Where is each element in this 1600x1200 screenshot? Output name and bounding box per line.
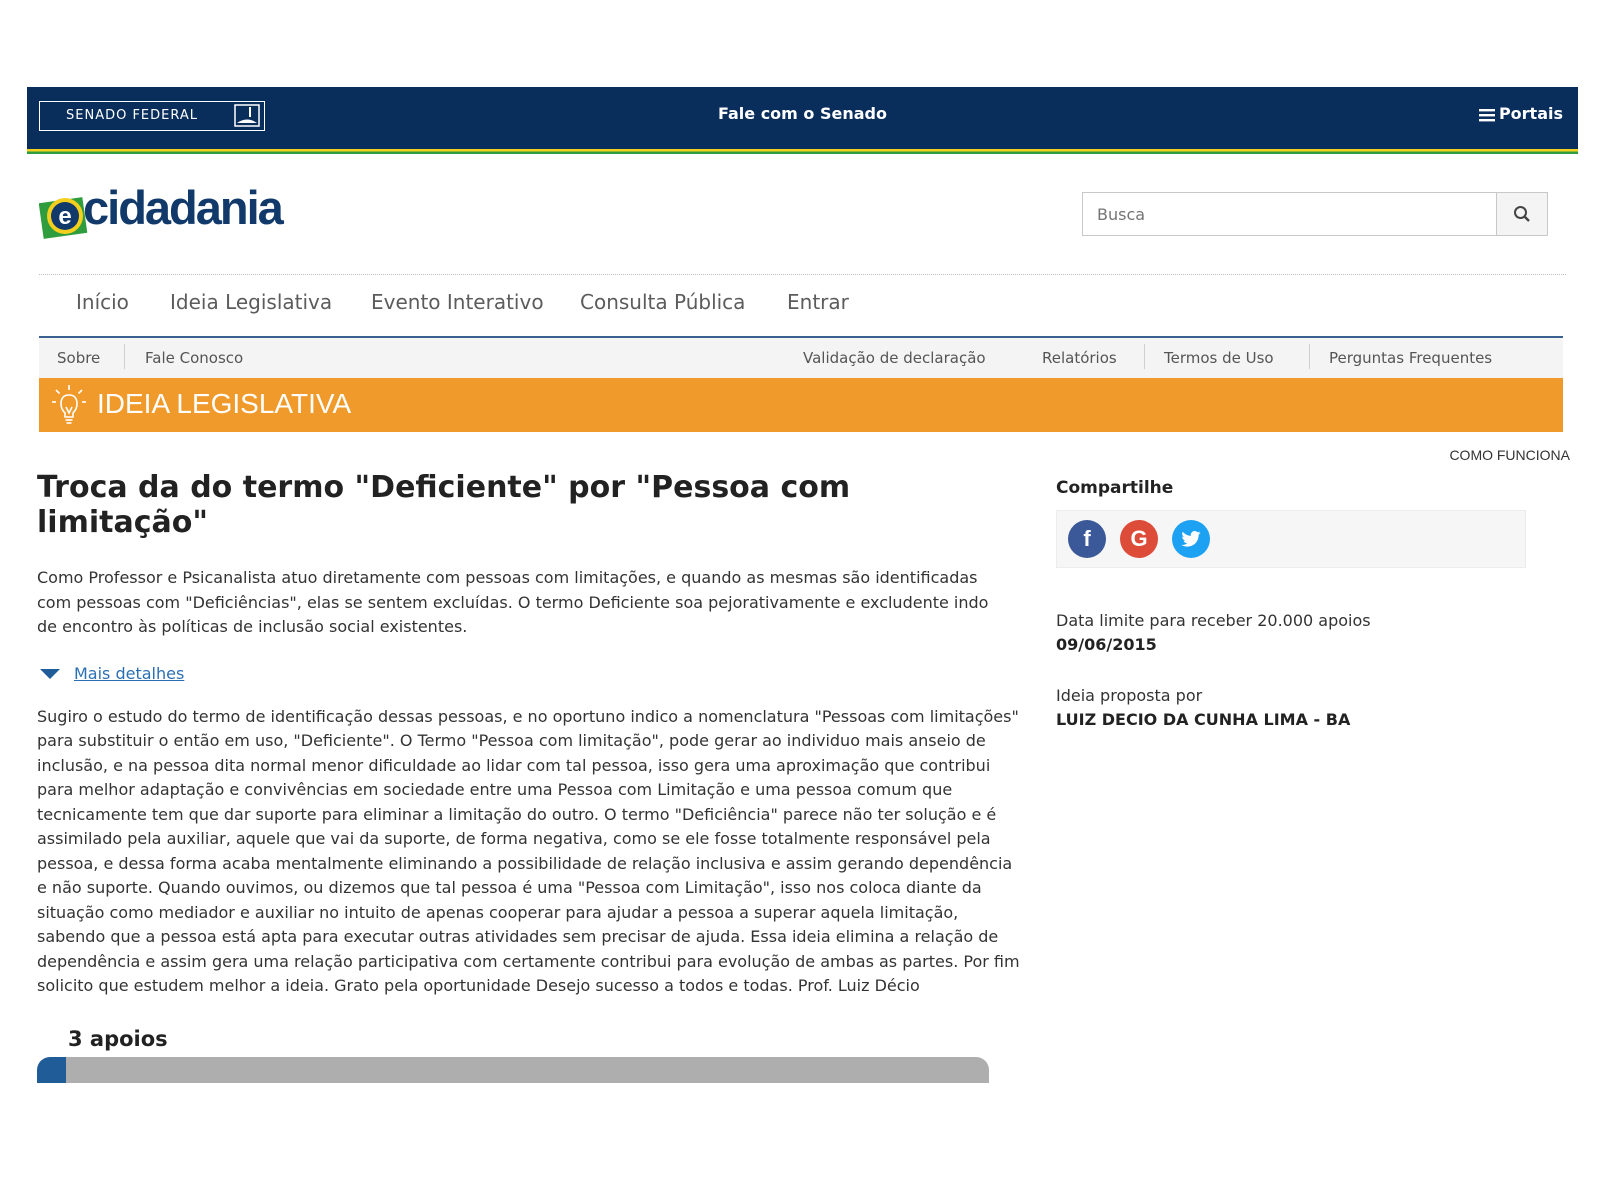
idea-sidebar	[1056, 478, 1526, 732]
share-box	[1056, 510, 1526, 568]
search-icon	[1513, 205, 1531, 223]
nav-entrar[interactable]: Entrar	[787, 290, 849, 314]
lightbulb-icon	[51, 384, 87, 428]
search-box	[1082, 192, 1548, 236]
proposer-label: Ideia proposta por	[1056, 686, 1203, 705]
idea-title: Troca da do termo "Deficiente" por "Pessoa com limitação"	[37, 470, 851, 540]
subnav-termos[interactable]: Termos de Uso	[1164, 349, 1274, 367]
twitter-icon[interactable]	[1172, 520, 1210, 558]
nav-ideia-legislativa[interactable]: Ideia Legislativa	[170, 290, 333, 314]
proposer-value: LUIZ DECIO DA CUNHA LIMA - BA	[1056, 710, 1351, 729]
search-button[interactable]	[1496, 193, 1547, 235]
ecidadania-e-logo-icon[interactable]	[39, 186, 89, 242]
subnav-sobre[interactable]: Sobre	[57, 349, 101, 367]
brand-area	[27, 154, 1578, 272]
fale-com-senado-link[interactable]: Fale com o Senado	[718, 104, 887, 123]
subnav-separator	[1309, 344, 1310, 369]
subnav-fale-conosco[interactable]: Fale Conosco	[145, 349, 244, 367]
senado-label: SENADO FEDERAL	[66, 108, 199, 123]
twitter-bird-icon	[1181, 531, 1201, 547]
deadline-label: Data limite para receber 20.000 apoios	[1056, 611, 1371, 630]
sub-nav	[39, 338, 1563, 378]
ideia-legislativa-banner	[39, 378, 1563, 432]
search-input[interactable]	[1083, 193, 1496, 235]
idea-content	[37, 470, 1022, 1083]
nav-consulta-publica[interactable]: Consulta Pública	[580, 290, 746, 314]
ecidadania-logo-text[interactable]: cidadania	[83, 181, 282, 234]
svg-text:e: e	[58, 203, 72, 230]
deadline-value: 09/06/2015	[1056, 635, 1157, 654]
share-label: Compartilhe	[1056, 478, 1174, 498]
supports-progress-bar	[37, 1057, 989, 1083]
subnav-relatorios[interactable]: Relatórios	[1042, 349, 1117, 367]
nav-inicio[interactable]: Início	[76, 290, 129, 314]
idea-summary: Como Professor e Psicanalista atuo diretamente com pessoas com limitações, e quando as mesmas são identificadas com pessoas com "Deficiências", elas se sentem excluídas. O termo Deficiente soa pejorativamente e excludente indo de encontro às políticas de inclusão social existentes.	[37, 568, 989, 636]
page	[27, 87, 1578, 432]
subnav-separator	[1144, 344, 1145, 369]
more-details-toggle[interactable]	[37, 664, 1022, 683]
portais-menu[interactable]	[1479, 87, 1563, 149]
caret-down-icon	[40, 669, 60, 679]
google-icon[interactable]: G	[1120, 520, 1158, 558]
facebook-icon[interactable]: f	[1068, 520, 1106, 558]
menu-icon	[1479, 108, 1495, 122]
portais-label: Portais	[1498, 104, 1563, 123]
nav-evento-interativo[interactable]: Evento Interativo	[371, 290, 544, 314]
como-funciona-link[interactable]: COMO FUNCIONA	[1449, 447, 1570, 463]
banner-title: IDEIA LEGISLATIVA	[97, 388, 352, 419]
subnav-separator	[124, 344, 125, 369]
supports-progress-fill	[37, 1057, 66, 1083]
top-bar	[27, 87, 1578, 149]
more-details-link[interactable]: Mais detalhes	[74, 663, 185, 683]
supports-count: 3 apoios	[68, 1026, 168, 1051]
subnav-validacao[interactable]: Validação de declaração	[803, 349, 986, 367]
subnav-perguntas[interactable]: Perguntas Frequentes	[1329, 349, 1493, 367]
idea-details: Sugiro o estudo do termo de identificação dessas pessoas, e no oportuno indico a nomenclatura "Pessoas com limitações" para substituir o então em uso, "Deficiente". O Termo "Pessoa com limitação", pode gerar ao individuo mais anseio de inclusão, e na pessoa dita normal menor dificuldade ao lidar com tal pessoa, isso gera uma aproximação que contribui para melhor adaptação e convivências em sociedade entre uma Pessoa com Limitação e uma pessoa comum que tecnicamente tem que dar suporte para eliminar a limitação do outro. O termo "Deficiência" parece não ter solução e é assimilado pela auxiliar, aquele que vai da suporte, de forma negativa, como se ele fosse totalmente responsável pela pessoa, e dessa forma acaba mentalmente eliminando a possibilidade de relação inclusiva e assim gerando dependência e não suporte. Quando ouvimos, ou dizemos que tal pessoa é uma "Pessoa com Limitação", isso nos coloca diante da situação como mediador e auxiliar no intuito de apenas cooperar para ajudar a pessoa a superar aquela limitação, sabendo que a pessoa está apta para executar outras atividades sem precisar de ajuda. Essa ideia elimina a relação de dependência e assim gera uma relação participativa com certamente contribui para evolução de ambas as partes. Por fim solicito que estudem melhor a ideia. Grato pela oportunidade Desejo sucesso a todos e todas. Prof. Luiz Décio	[37, 706, 1020, 995]
main-nav	[27, 272, 1578, 338]
